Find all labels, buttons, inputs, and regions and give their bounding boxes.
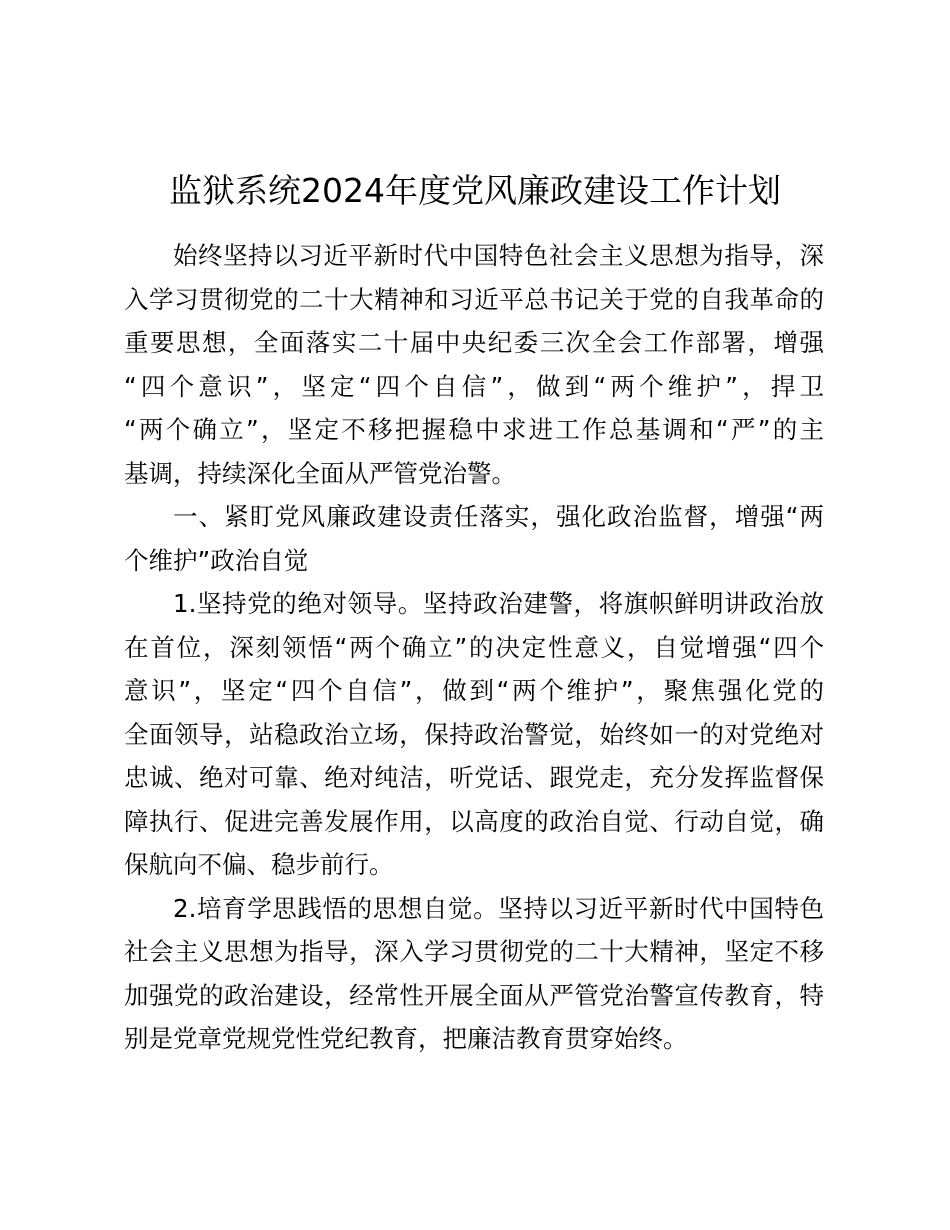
paragraph-line: “两个确立”，坚定不移把握稳中求进工作总基调和“严”的主	[124, 415, 824, 444]
paragraph-line: 加强党的政治建设，经常性开展全面从严管党治警宣传教育，特	[124, 980, 824, 1010]
paragraph-line: 保航向不偏、稳步前行。	[124, 850, 394, 879]
paragraph-line: 2.培育学思践悟的思想自觉。坚持以习近平新时代中国特色	[173, 893, 824, 923]
paragraph-line: 1.坚持党的绝对领导。坚持政治建警，将旗帜鲜明讲政治放	[173, 589, 824, 618]
paragraph-line: 意识”，坚定“四个自信”，做到“两个维护”，聚焦强化党的	[124, 676, 824, 705]
paragraph-line: 忠诚、绝对可靠、绝对纯洁，听党话、跟党走，充分发挥监督保	[124, 763, 824, 792]
section-heading-line: 一、紧盯党风廉政建设责任落实，强化政治监督，增强“两	[173, 502, 824, 531]
paragraph-line: 全面领导，站稳政治立场，保持政治警觉，始终如一的对党绝对	[124, 719, 824, 749]
document-title: 监狱系统2024年度党风廉政建设工作计划	[169, 171, 781, 210]
paragraph-line: 始终坚持以习近平新时代中国特色社会主义思想为指导，深	[173, 241, 824, 270]
paragraph-line: 基调，持续深化全面从严管党治警。	[124, 458, 516, 488]
paragraph-line: 入学习贯彻党的二十大精神和习近平总书记关于党的自我革命的	[124, 284, 824, 314]
paragraph-line: 社会主义思想为指导，深入学习贯彻党的二十大精神，坚定不移	[124, 937, 824, 966]
document-body	[124, 234, 824, 1061]
paragraph-line: 重要思想，全面落实二十届中央纪委三次全会工作部署，增强	[124, 328, 824, 357]
paragraph-line: 在首位，深刻领悟“两个确立”的决定性意义，自觉增强“四个	[124, 632, 824, 662]
paragraph-line: 别是党章党规党性党纪教育，把廉洁教育贯穿始终。	[124, 1024, 688, 1053]
section-heading-line: 个维护”政治自觉	[124, 545, 309, 575]
paragraph-line: “四个意识”，坚定“四个自信”，做到“两个维护”，捍卫	[124, 371, 824, 401]
paragraph-line: 障执行、促进完善发展作用，以高度的政治自觉、行动自觉，确	[124, 806, 824, 836]
